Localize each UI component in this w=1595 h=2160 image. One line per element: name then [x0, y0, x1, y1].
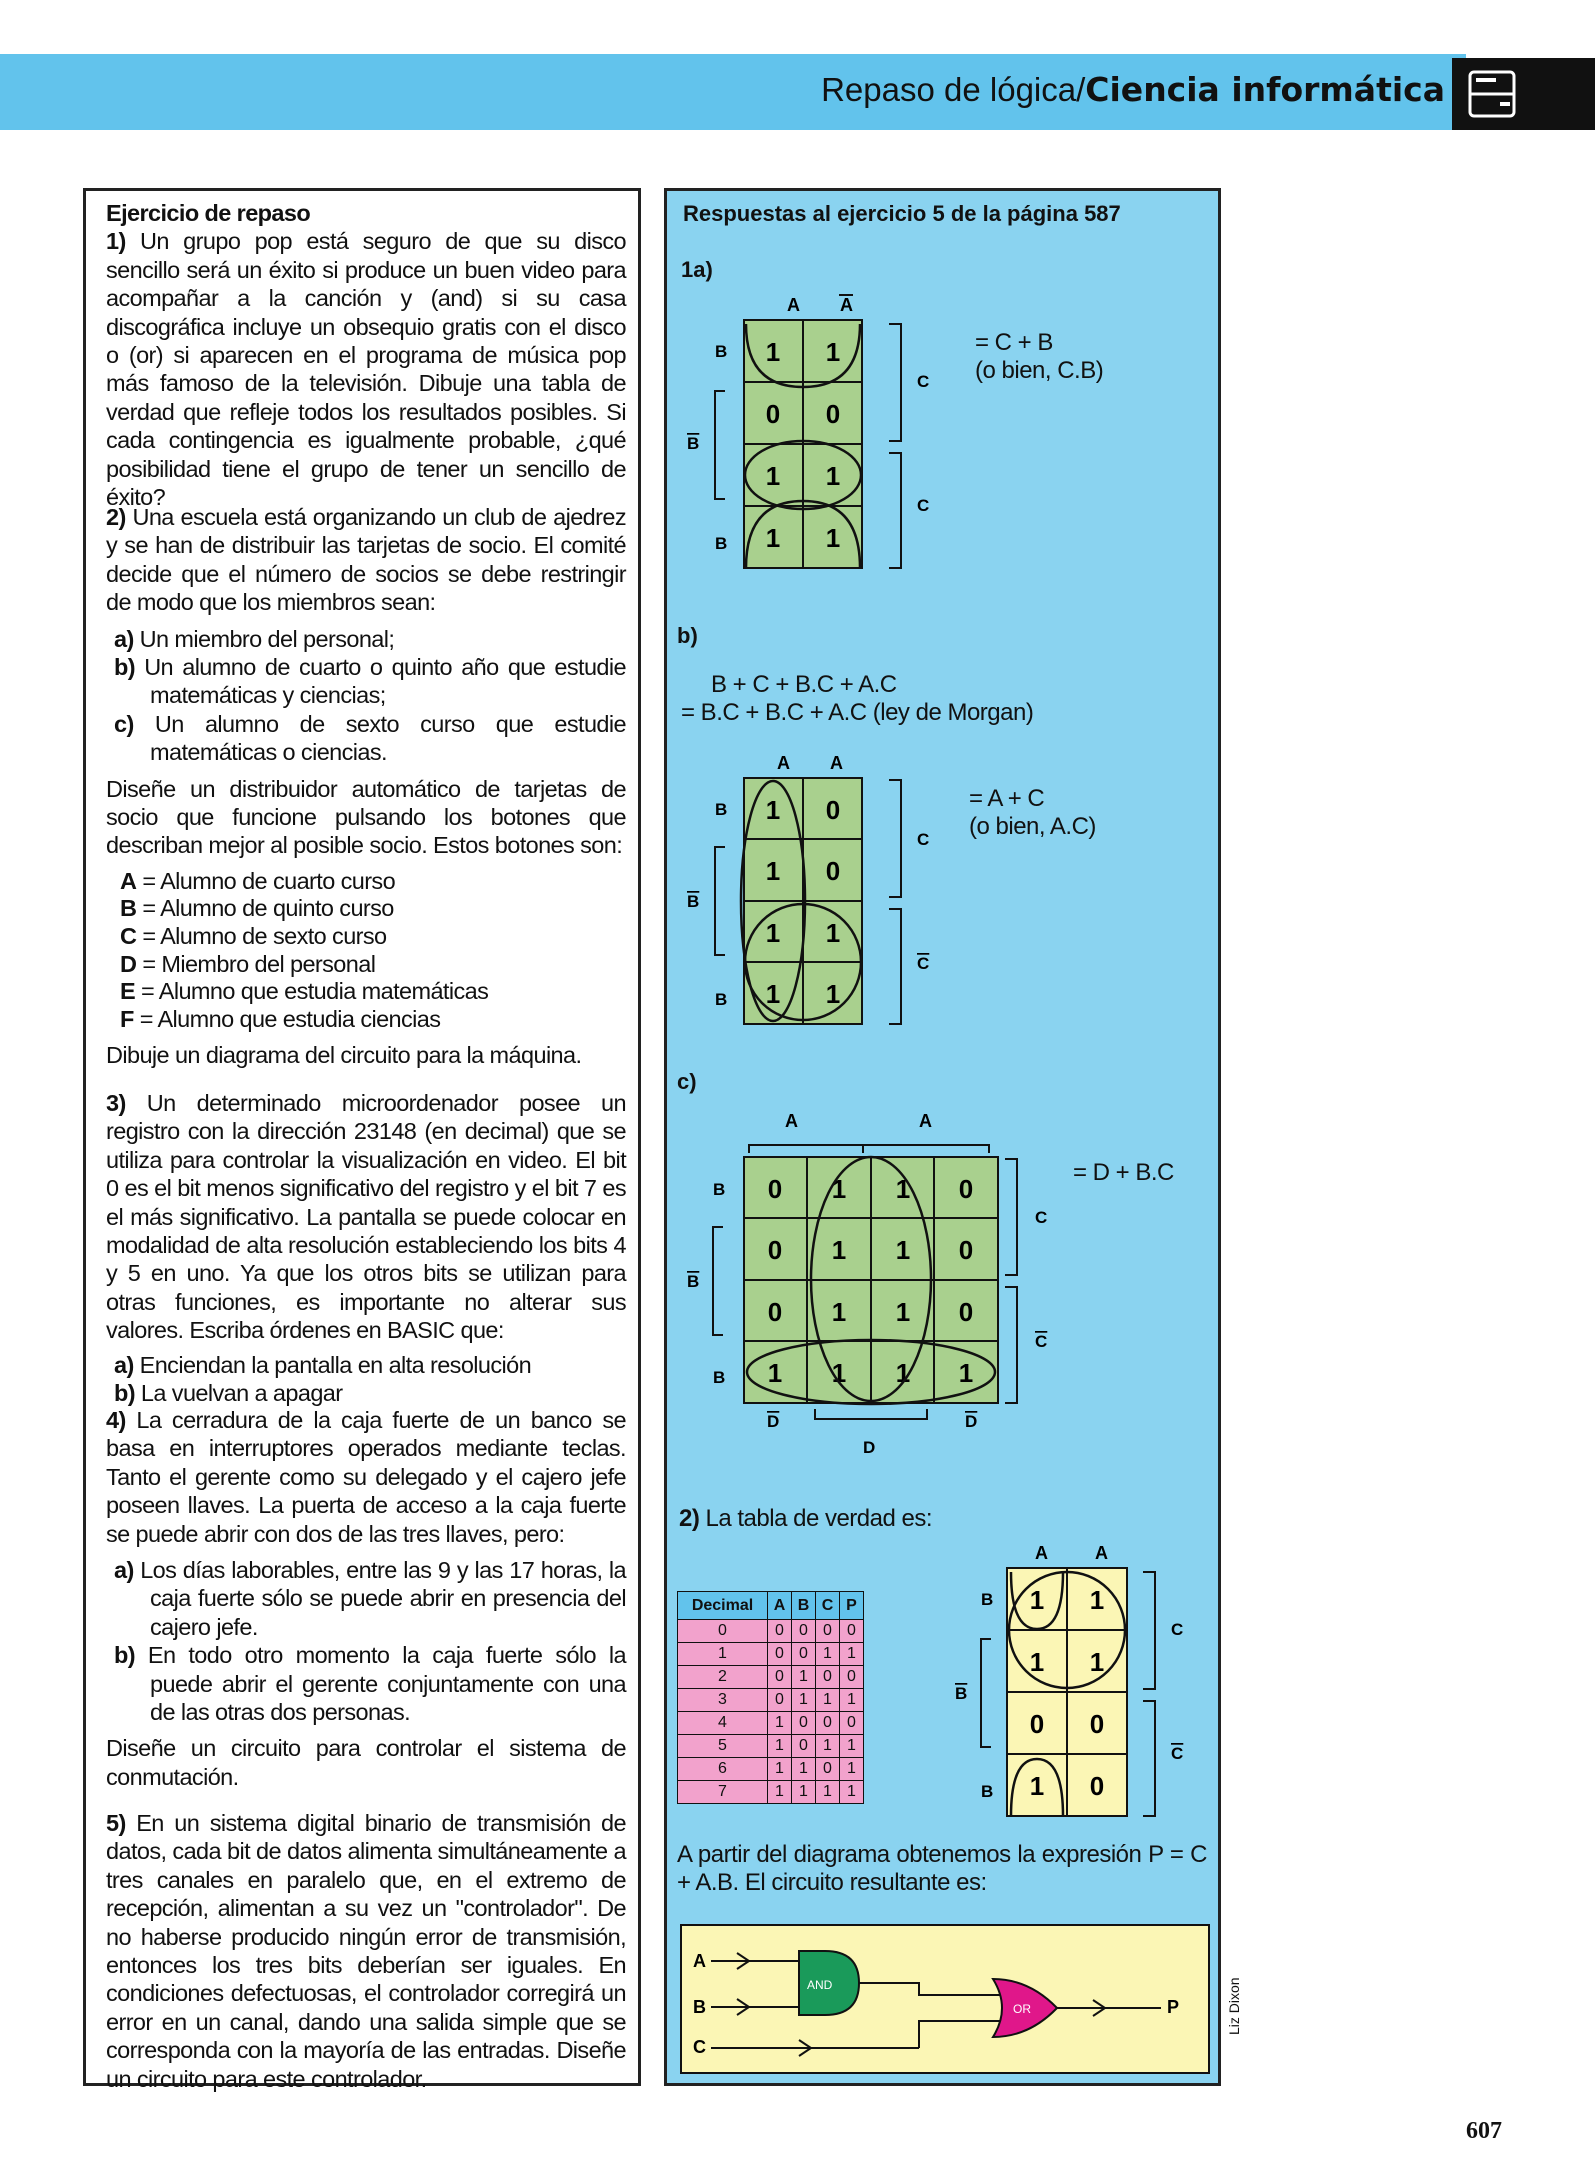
kmap-cell: 1	[895, 1297, 911, 1327]
kmap-cell: 0	[958, 1235, 974, 1265]
kmap-cell: 1	[825, 979, 841, 1009]
svg-text:C: C	[1035, 1208, 1048, 1227]
table-cell: 1	[792, 1689, 816, 1712]
table-cell: 1	[792, 1781, 816, 1804]
kmap-cell: 0	[1089, 1771, 1105, 1801]
list-item: F = Alumno que estudia ciencias	[120, 1005, 441, 1032]
expr-b-line2: = B.C + B.C + A.C (ley de Morgan)	[681, 699, 1034, 726]
kmap-cell: 0	[958, 1174, 974, 1204]
table-cell: 1	[768, 1781, 792, 1804]
answers-heading: Respuestas al ejercicio 5 de la página 587	[683, 201, 1121, 226]
kmap-cell: 0	[767, 1297, 783, 1327]
table-cell: 1	[816, 1689, 840, 1712]
table-cell: 0	[840, 1666, 864, 1689]
kmap-cell: 1	[765, 461, 781, 491]
kmap-col-label: A	[830, 753, 843, 773]
circuit-diagram	[679, 1923, 1211, 2079]
list-item: D = Miembro del personal	[120, 950, 376, 977]
table-cell: 7	[678, 1781, 768, 1804]
table-row	[678, 1689, 864, 1712]
table-row	[678, 1758, 864, 1781]
kmap-2	[947, 1539, 1217, 1839]
table-cell: 1	[792, 1666, 816, 1689]
svg-text:B: B	[713, 1180, 726, 1199]
kmap-cell: 1	[895, 1358, 911, 1388]
table-cell: 0	[768, 1643, 792, 1666]
list-item: c) Un alumno de sexto curso que estudie matemáticas o ciencias.	[114, 710, 626, 766]
table-cell: 1	[816, 1643, 840, 1666]
table-cell: 0	[840, 1620, 864, 1643]
header-title: Repaso de lógica/Ciencia informática	[821, 70, 1445, 109]
kmap-cell: 1	[765, 979, 781, 1009]
svg-text:B: B	[981, 1782, 994, 1801]
list-item: a) Enciendan la pantalla en alta resolución	[114, 1351, 532, 1378]
kmap-col-label: A	[787, 295, 800, 315]
result-1a-alt: (o bien, C.B)	[975, 357, 1104, 384]
kmap-cell: 1	[765, 918, 781, 948]
kmap-cell: 1	[825, 461, 841, 491]
svg-text:B: B	[715, 990, 728, 1009]
kmap-cell: 0	[825, 399, 841, 429]
svg-text:C: C	[1035, 1332, 1048, 1351]
kmap-cell: 1	[895, 1235, 911, 1265]
list-item: a) Los días laborables, entre las 9 y las 17 horas, la caja fuerte sólo se puede abrir en presencia del cajero jefe.	[114, 1557, 626, 1640]
kmap-cell: 0	[825, 856, 841, 886]
svg-text:B: B	[687, 892, 700, 911]
table-cell: 6	[678, 1758, 768, 1781]
input-label: C	[693, 2037, 706, 2057]
svg-text:D: D	[863, 1438, 876, 1457]
kmap-cell: 1	[825, 523, 841, 553]
svg-text:C: C	[917, 372, 930, 391]
svg-text:C: C	[917, 830, 930, 849]
table-cell: 1	[768, 1712, 792, 1735]
svg-text:B: B	[715, 342, 728, 361]
kmap-cell: 1	[831, 1297, 847, 1327]
svg-text:C: C	[917, 954, 930, 973]
svg-text:A: A	[785, 1111, 798, 1131]
kmap-cell: 1	[1089, 1647, 1105, 1677]
table-cell: 0	[768, 1666, 792, 1689]
table-header-row: Decimal A B C P	[678, 1592, 864, 1620]
kmap-cell: 0	[958, 1297, 974, 1327]
input-label: B	[693, 1997, 706, 2017]
table-cell: 0	[816, 1666, 840, 1689]
kmap-cell: 0	[825, 795, 841, 825]
svg-text:C: C	[917, 496, 930, 515]
svg-text:D: D	[767, 1412, 780, 1431]
result-1a: = C + B	[975, 329, 1053, 356]
kmap-cell: 1	[765, 795, 781, 825]
table-row	[678, 1781, 864, 1804]
list-item: b) Un alumno de cuarto o quinto año que estudie matemáticas y ciencias;	[114, 654, 626, 709]
table-row	[678, 1666, 864, 1689]
svg-text:A: A	[1035, 1543, 1048, 1563]
exercise-q3: 3) Un determinado microordenador posee un registro con la dirección 23148 (en decimal) que se utiliza para controlar la visualización en video. El bit 0 es el bit menos significativo del registro y el bit 7 es el más significativo. La pantalla se puede colocar en modalidad de alta resolución estableciendo los bits 4 y 5 en uno. Ya que los otros bits se utilizan para otras funciones, es importante no alterar sus valores. Escriba órdenes en BASIC que: a) Enciendan la pantalla en alta resolución b) La vuelvan a apagar	[106, 1090, 626, 1407]
table-cell: 0	[768, 1689, 792, 1712]
truth-table	[677, 1591, 864, 1804]
table-cell: 1	[840, 1735, 864, 1758]
table-cell: 1	[840, 1781, 864, 1804]
part-b-label: b)	[677, 623, 698, 648]
kmap-cell: 0	[1029, 1709, 1045, 1739]
result-c: = D + B.C	[1073, 1159, 1174, 1186]
output-label: P	[1167, 1997, 1180, 2017]
kmap-cell: 1	[958, 1358, 974, 1388]
table-cell: 1	[840, 1758, 864, 1781]
svg-text:D: D	[965, 1412, 978, 1431]
kmap-b	[667, 747, 1224, 1047]
part-2-conclusion: A partir del diagrama obtenemos la expresión P = C + A.B. El circuito resultante es:	[677, 1841, 1207, 1896]
table-cell: 1	[768, 1735, 792, 1758]
and-gate-label: AND	[807, 1978, 833, 1992]
table-cell: 1	[840, 1643, 864, 1666]
table-cell: 5	[678, 1735, 768, 1758]
kmap-col-label: A	[777, 753, 790, 773]
input-label: A	[693, 1951, 706, 1971]
exercise-box	[83, 188, 641, 2092]
list-item: A = Alumno de cuarto curso	[120, 867, 396, 894]
kmap-cell: 1	[825, 918, 841, 948]
page-number: 607	[1466, 2118, 1502, 2144]
table-cell: 2	[678, 1666, 768, 1689]
table-row	[678, 1620, 864, 1643]
exercise-q4: 4) La cerradura de la caja fuerte de un banco se basa en interruptores operados mediante teclas. Tanto el gerente como su delegado y el cajero jefe poseen llaves. La puerta de acceso a la caja fuerte se puede abrir con dos de las tres llaves, pero: a) Los días laborables, entre las 9 y las 17 horas, la caja fuerte sólo se puede abrir en presencia del cajero jefe. b) En todo otro momento la caja fuerte sólo la puede abrir el gerente conjuntamente con una de las otras dos personas. Diseñe un circuito para controlar el sistema de conmutación.	[106, 1407, 627, 1790]
table-cell: 1	[768, 1758, 792, 1781]
table-cell: 0	[678, 1620, 768, 1643]
list-item: C = Alumno de sexto curso	[120, 923, 387, 950]
kmap-cell: 1	[765, 523, 781, 553]
kmap-cell: 1	[895, 1174, 911, 1204]
svg-text:B: B	[713, 1368, 726, 1387]
list-item: B = Alumno de quinto curso	[120, 895, 394, 922]
svg-text:B: B	[687, 1272, 700, 1291]
svg-text:C: C	[1171, 1744, 1184, 1763]
table-cell: 4	[678, 1712, 768, 1735]
or-gate-label: OR	[1013, 2002, 1031, 2016]
list-item: a) Un miembro del personal;	[114, 625, 395, 652]
computer-icon	[1452, 58, 1595, 130]
table-cell: 0	[816, 1620, 840, 1643]
svg-text:B: B	[715, 534, 728, 553]
table-cell: 0	[816, 1712, 840, 1735]
kmap-1a	[667, 291, 1224, 591]
kmap-cell: 1	[831, 1174, 847, 1204]
kmap-cell: 1	[825, 337, 841, 367]
kmap-cell: 1	[765, 337, 781, 367]
list-item: E = Alumno que estudia matemáticas	[120, 978, 489, 1005]
table-row	[678, 1643, 864, 1666]
table-cell: 0	[816, 1758, 840, 1781]
kmap-cell: 1	[1029, 1647, 1045, 1677]
kmap-cell: 0	[1089, 1709, 1105, 1739]
illustration-credit: Liz Dixon	[1226, 1977, 1242, 2035]
svg-text:B: B	[981, 1590, 994, 1609]
table-cell: 0	[768, 1620, 792, 1643]
table-cell: 0	[792, 1620, 816, 1643]
svg-text:B: B	[955, 1684, 968, 1703]
answers-box	[664, 188, 1221, 2086]
part-1a-label: 1a)	[681, 257, 713, 282]
section-icon	[1452, 58, 1595, 130]
svg-text:A: A	[919, 1111, 932, 1131]
svg-text:A: A	[1095, 1543, 1108, 1563]
table-cell: 0	[792, 1643, 816, 1666]
table-cell: 1	[678, 1643, 768, 1666]
result-b-alt: (o bien, A.C)	[969, 813, 1096, 840]
table-cell: 3	[678, 1689, 768, 1712]
list-item: b) En todo otro momento la caja fuerte sólo la puede abrir el gerente conjuntamente con una de las otras dos personas.	[114, 1642, 627, 1726]
kmap-cell: 1	[1029, 1585, 1045, 1615]
table-cell: 0	[840, 1712, 864, 1735]
kmap-cell: 0	[767, 1235, 783, 1265]
exercise-heading: Ejercicio de repaso	[106, 200, 311, 226]
kmap-cell: 1	[1029, 1771, 1045, 1801]
kmap-cell: 0	[767, 1174, 783, 1204]
svg-text:B: B	[687, 434, 700, 453]
table-cell: 1	[840, 1689, 864, 1712]
kmap-cell: 0	[765, 399, 781, 429]
table-cell: 1	[816, 1735, 840, 1758]
part-2-intro: 2) La tabla de verdad es:	[679, 1505, 933, 1532]
result-b: = A + C	[969, 785, 1045, 812]
kmap-col-label: A	[840, 295, 853, 315]
table-cell: 1	[816, 1781, 840, 1804]
svg-text:C: C	[1171, 1620, 1184, 1639]
table-cell: 0	[792, 1735, 816, 1758]
kmap-cell: 1	[831, 1235, 847, 1265]
part-c-label: c)	[677, 1069, 697, 1094]
svg-text:B: B	[715, 800, 728, 819]
table-row	[678, 1735, 864, 1758]
exercise-q5: 5) En un sistema digital binario de transmisión de datos, cada bit de datos alimenta simultáneamente a tres canales en paralelo que, en el extremo de recepción, alimentan a su vez un "controlador". De no haberse producido ningún error de transmisión, entonces los tres bits deberían ser iguales. En condiciones defectuosas, el controlador corregirá un error en un canal, dando una salida simple que se corresponda con la mayoría de las entradas. Diseñe un circuito para este controlador.	[106, 1810, 626, 2092]
kmap-cell: 1	[767, 1358, 783, 1388]
exercise-q2: 2) Una escuela está organizando un club de ajedrez y se han de distribuir las tarjetas de socio. El comité decide que el número de socios se debe restringir de modo que los miembros sean: a) Un miembro del personal; b) Un alumno de cuarto o quinto año que estudie matemáticas y ciencias; c) Un alumno de sexto curso que estudie matemáticas o ciencias. Diseñe un distribuidor automático de tarjetas de socio que funcione pulsando los botones que describan mejor al posible socio. Estos botones son: A = Alumno de cuarto curso B = Alumno de quinto curso C = Alumno de sexto curso D = Miembro del personal E = Alumno que estudia matemáticas F = Alumno que estudia ciencias Dibuje un diagrama del circuito para la máquina.	[106, 504, 626, 1069]
kmap-cell: 1	[831, 1358, 847, 1388]
kmap-cell: 1	[765, 856, 781, 886]
exercise-q1: Ejercicio de repaso 1) Un grupo pop está seguro de que su disco sencillo será un éxito si produce un buen video para acompañar a la canción y (and) si su casa discográfica incluye un obsequio gratis con el disco o (or) si aparecen en el programa de música pop más famoso de la televisión. Dibuje una tabla de verdad que refleje todos los resultados posibles. Si cada contingencia es igualmente probable, ¿qué posibilidad tiene el grupo de tener un sencillo de éxito?	[106, 200, 627, 511]
table-row	[678, 1712, 864, 1735]
list-item: b) La vuelvan a apagar	[114, 1380, 343, 1407]
kmap-cell: 1	[1089, 1585, 1105, 1615]
table-cell: 0	[792, 1712, 816, 1735]
table-cell: 1	[792, 1758, 816, 1781]
expr-b-line1: B + C + B.C + A.C	[711, 671, 897, 698]
